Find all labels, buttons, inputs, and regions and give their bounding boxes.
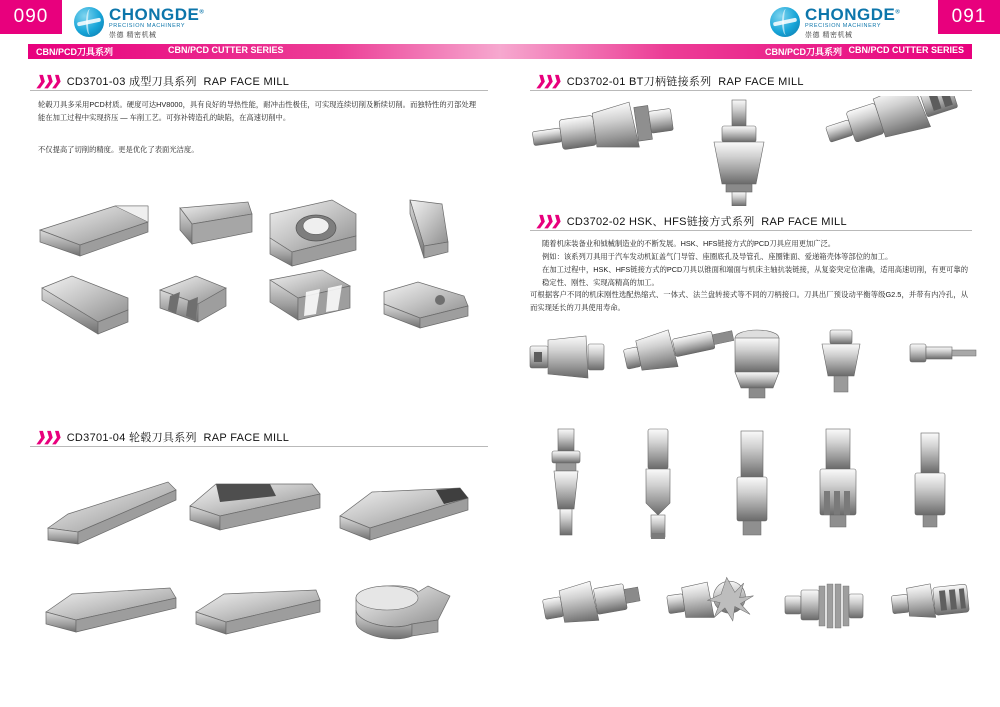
right-page (500, 0, 1000, 707)
globe-icon (770, 7, 800, 37)
chevron-right-icon: ❱❱❱ (34, 72, 62, 88)
section-paragraph: 例如：该系列刀具用于汽车发动机缸盖气门导管、座圈底孔及导管孔、座圈锥面、爱递箱壳体等部位的加工。 (542, 252, 893, 261)
brand-name-cn: 崇德 精密机械 (109, 31, 157, 39)
tool-illustrations (520, 570, 980, 670)
section-paragraph: 不仅提高了切削的精度。更是优化了表面光洁度。 (38, 145, 199, 154)
section-divider (30, 90, 488, 91)
section-heading-cd3702-02 (536, 212, 847, 230)
section-paragraph: 随着机床装备业和钺械制造业的不断发展。HSK、HFS链接方式的PCD刀具应用更加广泛。 (542, 239, 836, 248)
product-image-group-cd3701-04 (20, 470, 490, 660)
product-image-row-2 (520, 425, 980, 555)
globe-icon (74, 7, 104, 37)
brand-logo-left (74, 6, 204, 39)
section-paragraph: 轮毂刀具多采用PCD材质。硬度可达HV8000，具有良好的导热性能，耐冲击性极佳，可实现连续切削及断续切削。而独特性的刃部处理能在加工过程中实现挤压 — 车削工艺。可弥补铸造孔的缺陷，在高速切削中。 (38, 100, 476, 122)
section-paragraph: 可根据客户不同的机床刚性选配热缩式、一体式、法兰盘转接式等不同的刀柄接口。刀具出厂预设动平衡等级G2.5，并带有内冷孔，从而实现延长的刀具使用寿命。 (530, 290, 968, 312)
section-heading-cd3701-04 (36, 428, 289, 446)
page-number-left: 090 (0, 0, 62, 34)
registered-mark: ® (895, 9, 901, 16)
chevron-right-icon: ❱❱❱ (34, 428, 62, 444)
header-title-cn: CBN/PCD刀具系列 (764, 47, 842, 57)
section-divider (530, 90, 972, 91)
brand-name: CHONGDE® (109, 5, 205, 24)
brand-subtitle: PRECISION MACHINERY (805, 23, 882, 29)
tool-illustrations (520, 96, 980, 206)
brand-logo-right (770, 6, 900, 39)
section-title: CD3702-02 HSK、HFS链接方式系列 RAP FACE MILL (566, 215, 847, 228)
section-title: CD3701-03 成型刀具系列 RAP FACE MILL (66, 75, 290, 88)
header-bar-right (500, 44, 972, 59)
registered-mark: ® (199, 9, 205, 16)
brand-subtitle: PRECISION MACHINERY (109, 23, 186, 29)
tool-illustrations (20, 170, 490, 350)
section-heading-cd3702-01 (536, 72, 804, 90)
section-title: CD3701-04 轮毂刀具系列 RAP FACE MILL (66, 431, 290, 444)
chevron-right-icon: ❱❱❱ (534, 212, 562, 228)
tool-illustrations (520, 425, 980, 555)
section-divider (30, 446, 488, 447)
brand-name-cn: 崇德 精密机械 (805, 31, 853, 39)
product-image-group-cd3701-03 (20, 170, 490, 350)
page-number-right: 091 (938, 0, 1000, 34)
section-heading-cd3701-03 (36, 72, 289, 90)
section-paragraph: 在加工过程中，HSK、HFS链接方式的PCD刀具以锥面和端面与机床主轴抗装链接，从复姿突定位准确，适用高速切削，有更可靠的稳定性、刚性、实现高精高的加工。 (542, 265, 968, 287)
section-divider (530, 230, 972, 231)
product-image-group-cd3702-01 (520, 96, 980, 206)
section-title: CD3702-01 BT刀柄链接系列 RAP FACE MILL (566, 75, 804, 88)
header-title-en: CBN/PCD CUTTER SERIES (848, 45, 964, 55)
header-bar-left (28, 44, 500, 59)
tool-illustrations (20, 470, 490, 660)
product-image-row-3 (520, 570, 980, 670)
header-title-cn: CBN/PCD刀具系列 (36, 47, 114, 57)
header-title-en: CBN/PCD CUTTER SERIES (168, 45, 284, 55)
chevron-right-icon: ❱❱❱ (534, 72, 562, 88)
brand-name: CHONGDE® (805, 5, 901, 24)
